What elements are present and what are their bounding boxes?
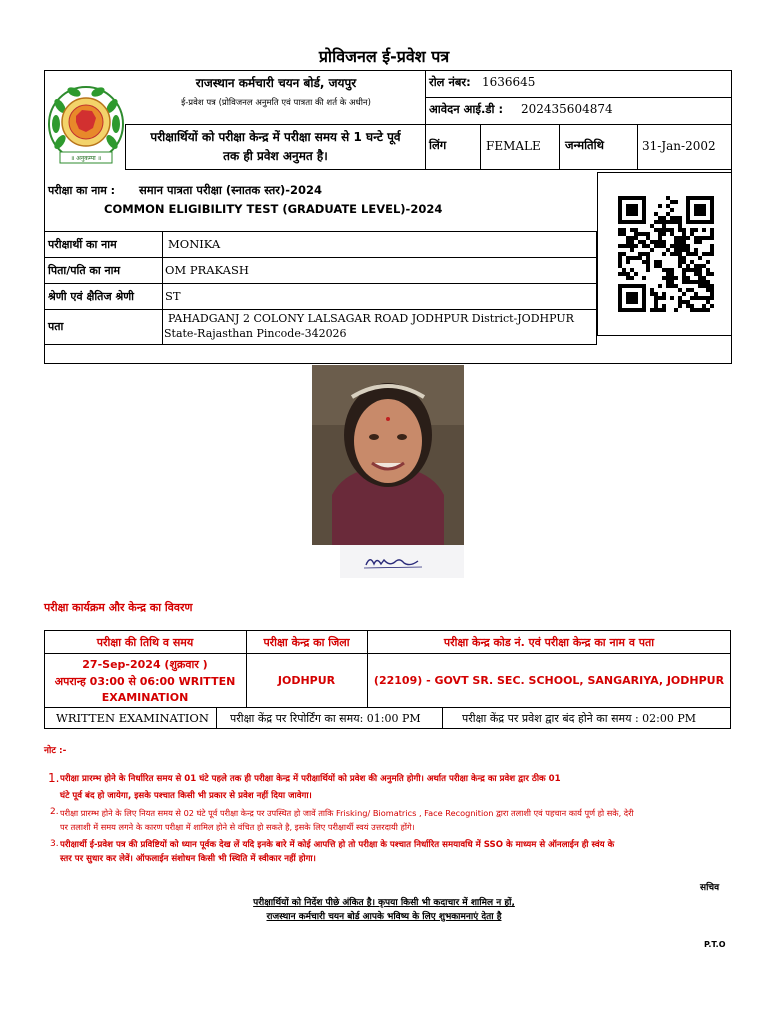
exam-name-english: COMMON ELIGIBILITY TEST (GRADUATE LEVEL)-2024	[104, 202, 443, 216]
gender-label: लिंग	[429, 138, 447, 152]
schedule-hline	[44, 707, 731, 708]
candidate-name-label: परीक्षार्थी का नाम	[48, 238, 117, 251]
dob-label: जन्मतिथि	[565, 138, 604, 152]
col-header-date: परीक्षा की तिथि व समय	[96, 636, 194, 649]
exam-label: परीक्षा का नाम :	[48, 184, 116, 197]
address-line2: State-Rajasthan Pincode-342026	[164, 327, 347, 340]
board-name: राजस्थान कर्मचारी चयन बोर्ड, जयपुर	[195, 76, 357, 90]
roll-value: 1636645	[482, 75, 536, 89]
candidate-photo	[312, 365, 464, 545]
roll-row	[425, 70, 732, 98]
note1-number: 1.	[48, 771, 60, 785]
gate-close-time: परीक्षा केंद्र पर प्रवेश द्वार बंद होने का समय : 02:00 PM	[462, 712, 697, 725]
note2-line2: पर तलाशी में समय लगने के कारण परीक्षा में शामिल होने से वंचित हो सकते है, इसके लिए परीक्षार्थी स्वयं उत्तरदायी होंगे।	[60, 822, 415, 832]
board-logo	[46, 84, 126, 168]
col-header-center: परीक्षा केन्द्र कोड नं. एवं परीक्षा केन्द्र का नाम व पता	[443, 636, 655, 649]
note2-number: 2.	[50, 807, 59, 817]
qr-code	[618, 196, 714, 312]
candidate-name: MONIKA	[168, 237, 221, 251]
note3-number: 3.	[50, 839, 59, 849]
schedule-vline	[216, 707, 217, 729]
footer-line2: राजस्थान कर्मचारी चयन बोर्ड आपके भविष्य के लिए शुभकामनाएं देता है	[266, 912, 502, 922]
logo-motto: ॥ अनुकम्पा ॥	[70, 155, 102, 162]
note-label: नोट :-	[44, 746, 67, 756]
application-label: आवेदन आई.डी :	[429, 102, 504, 116]
category-label: श्रेणी एवं क्षैतिज श्रेणी	[48, 290, 135, 303]
application-value: 202435604874	[521, 102, 613, 116]
exam-mode: WRITTEN EXAMINATION	[56, 711, 209, 725]
note3-line1: परीक्षार्थी ई-प्रवेश पत्र की प्रविष्टियों को ध्यान पूर्वक देख लें यदि इनके बारे में कोई आपत्ति हो तो परीक्षा के पश्चात निर्धारित समयावधि में SSO के माध्यम से ऑनलाईन ही स्वंय के	[60, 840, 615, 850]
entry-notice-line2: तक ही प्रवेश अनुमत है।	[223, 149, 328, 163]
secretary-label: सचिव	[700, 883, 720, 893]
exam-name-hindi: समान पात्रता परीक्षा (स्नातक स्तर)-2024	[139, 183, 323, 197]
row-divider	[44, 231, 597, 258]
note2-line1: परीक्षा प्रारम्भ होने के लिए नियत समय से 02 घंटे पूर्व परीक्षा केन्द्र पर उपस्थित हो जावें ताकि Frisking/ Biomatrics , Face Recognition द्वारा तलाशी एवं पहचान कार्य पूर्ण हो सके, देरी	[60, 808, 634, 818]
exam-date: 27-Sep-2024 (शुक्रवार )	[82, 658, 208, 671]
reporting-time: परीक्षा केंद्र पर रिपोर्टिंग का समय: 01:00 PM	[230, 712, 421, 725]
exam-time: अपरान्ह 03:00 से 06:00 WRITTEN	[54, 675, 236, 688]
exam-center: (22109) - GOVT SR. SEC. SCHOOL, SANGARIYA, JODHPUR	[373, 674, 725, 687]
address-label: पता	[48, 320, 64, 333]
schedule-heading: परीक्षा कार्यक्रम और केन्द्र का विवरण	[44, 601, 193, 614]
category-value: ST	[165, 289, 181, 303]
roll-label: रोल नंबर:	[429, 75, 471, 89]
address-line1: PAHADGANJ 2 COLONY LALSAGAR ROAD JODHPUR District-JODHPUR	[168, 312, 574, 325]
pto-label: P.T.O	[704, 940, 726, 949]
exam-type: EXAMINATION	[101, 691, 189, 704]
note3-line2: स्तर पर सुधार कर लेवें। ऑफलाईन संशोधन किसी भी स्थिति में स्वीकार नहीं होगा।	[60, 854, 316, 864]
note1-line2: घंटे पूर्व बंद हो जायेगा, इसके पश्चात किसी भी प्रकार से प्रवेश नहीं दिया जावेगा।	[60, 791, 312, 801]
father-name-label: पिता/पति का नाम	[48, 264, 121, 277]
page-title: प्रोविजनल ई-प्रवेश पत्र	[318, 47, 450, 66]
exam-district: JODHPUR	[277, 674, 336, 687]
row-divider	[44, 257, 597, 284]
note1-line1: परीक्षा प्रारम्भ होने के निर्धारित समय से 01 घंटे पहले तक ही परीक्षा केन्द्र में परीक्षार्थियों को प्रवेश की अनुमति होगी। अर्थात परीक्षा केन्द्र का प्रवेश द्वार ठीक 01	[60, 774, 561, 784]
gender-value: FEMALE	[486, 139, 541, 153]
footer-line1: परीक्षार्थियों को निर्देश पीछे अंकित है। कृपया किसी भी कदाचार में शामिल न हों,	[253, 898, 515, 908]
schedule-vline	[442, 707, 443, 729]
schedule-hline	[44, 653, 731, 654]
dob-value: 31-Jan-2002	[642, 139, 716, 153]
col-divider	[162, 231, 163, 345]
candidate-signature	[340, 545, 464, 578]
father-name: OM PRAKASH	[165, 263, 249, 277]
board-subtitle: ई-प्रवेश पत्र (प्रोविजनल अनुमति एवं पात्रता की शर्त के अधीन)	[181, 98, 371, 108]
entry-notice-line1: परीक्षार्थियों को परीक्षा केन्द्र में परीक्षा समय से 1 घन्टे पूर्व	[150, 130, 401, 144]
col-header-district: परीक्षा केन्द्र का जिला	[263, 636, 350, 649]
